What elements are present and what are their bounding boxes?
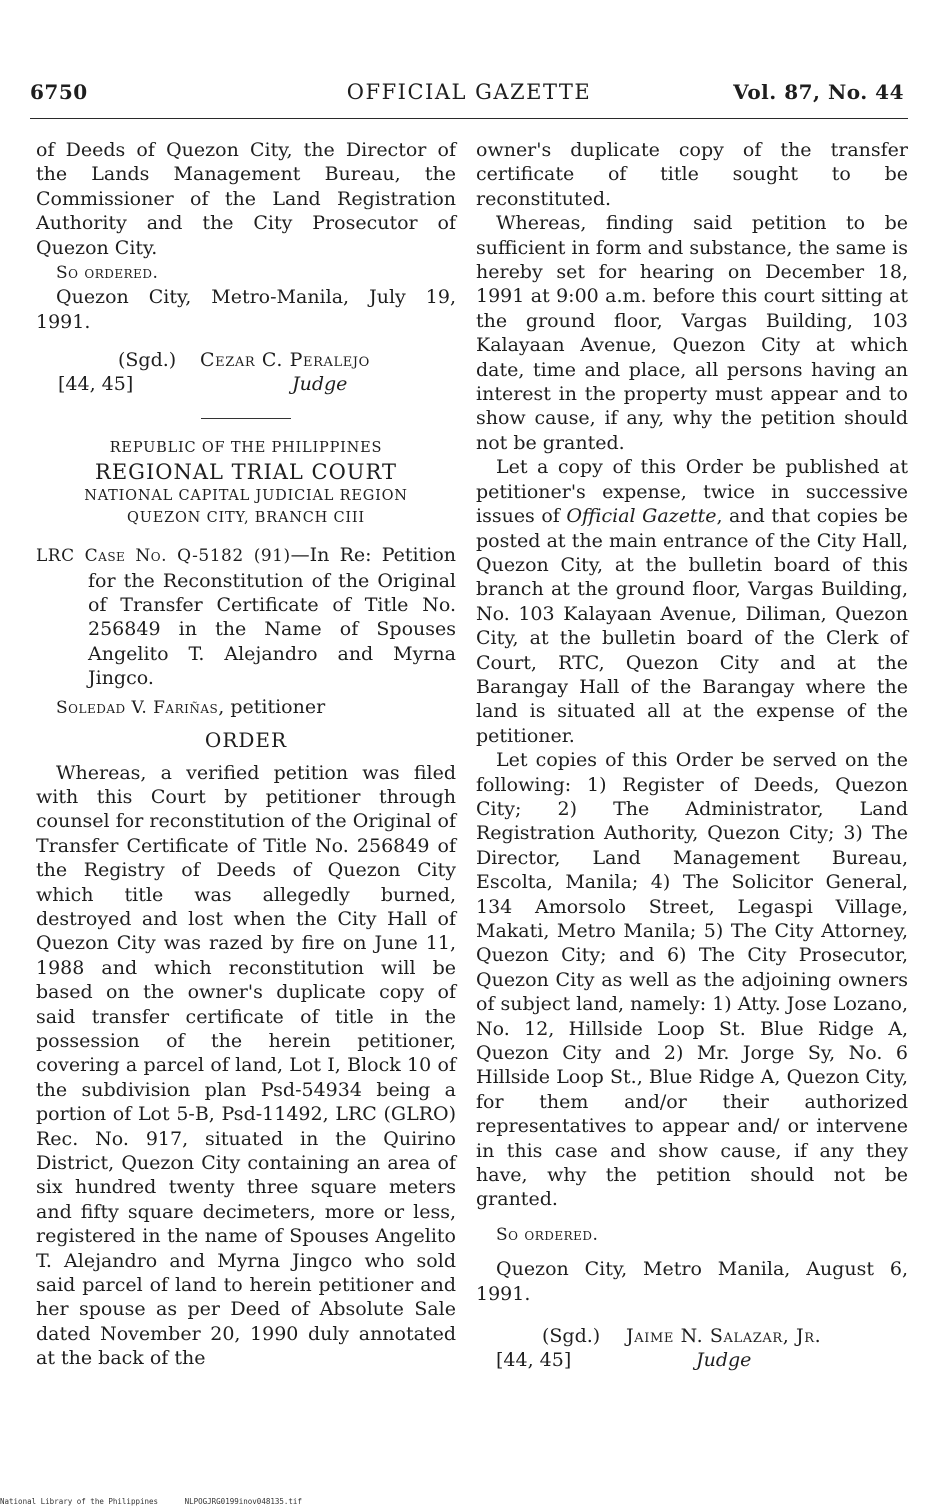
place-date-1: Quezon City, Metro-Manila, July 19, 1991. [36,286,456,333]
scan-footer [0,1497,324,1506]
left-column [36,138,456,1371]
signature-block-1 [36,348,456,402]
case-title: LRC Case No. Q-5182 (91)—In Re: Petition for the Reconstitution of the Original of Transfer Certificate of Title No. 256849 in the Name of Spouses Angelito T. Alejandro and Myrna Jingco. [36,544,457,690]
sgd-label: (Sgd.) [542,1325,601,1348]
so-ordered-2: So ordered. [496,1224,599,1245]
judge-title: Judge [696,1349,752,1372]
right-column [476,138,908,1374]
issue-ref: [44, 45] [58,373,134,396]
publication-title: OFFICIAL GAZETTE [346,80,592,104]
petitioner-line: Soledad V. Fariñas, petitioner [56,695,326,718]
republic-heading: REPUBLIC OF THE PHILIPPINES [109,440,383,457]
page-number: 6750 [30,80,88,104]
hearing-paragraph: Whereas, finding said petition to be sufficient in form and substance, the same is hereby set for hearing on December 18, 1991 at 9:00 a.m. before this court sitting at the ground floor, Vargas Building, 103 Kalayaan Avenue, Quezon City at which date, time and place, all persons having an interest in the property must appear and to show cause, if any, why the petition should not be granted. [476,212,908,454]
library-credit: National Library of the Philippines [0,1497,159,1506]
judge-title: Judge [292,373,348,396]
judge-name: Cezar C. Peralejo [200,349,370,372]
publication-paragraph: Let a copy of this Order be published at petitioner's expense, twice in successive issues of Official Gazette, and that copies be posted at the main entrance of the City Hall, Quezon City, at the bulletin board of this branch at the ground floor, Vargas Building, No. 103 Kalayaan Avenue, Diliman, Quezon City, at the bulletin board of the Clerk of Court, RTC, Quezon City and at the Barangay Hall of the Barangay where the land is situated all at the expense of the petitioner. [476,456,909,747]
right-continuation: owner's duplicate copy of the transfer certificate of title sought to be reconstituted. [476,139,908,210]
issue-ref: [44, 45] [496,1349,572,1372]
left-continuation: of Deeds of Quezon City, the Director of the Lands Management Bureau, the Commissioner of the Land Registration Authority and the City Prosecutor of Quezon City. [36,139,456,259]
court-heading: REGIONAL TRIAL COURT [95,460,397,485]
so-ordered-1: So ordered. [56,263,159,284]
branch-heading: QUEZON CITY, BRANCH CIII [127,510,365,527]
region-heading: NATIONAL CAPITAL JUDICIAL REGION [84,488,408,505]
order-title: ORDER [204,728,288,753]
section-divider [201,418,291,419]
file-name: NLPOGJRG0199inov048135.tif [184,1497,302,1506]
header-rule [30,118,908,119]
service-paragraph: Let copies of this Order be served on the following: 1) Register of Deeds, Quezon City; 2) The Administrator, Land Registration Authority, Quezon City; 3) The Director, Land Management Bureau, Escolta, Manila; 4) The Solicitor General, 134 Amorsolo Street, Legaspi Village, Makati, Metro Manila; 5) The City Attorney, Quezon City; and 6) The City Prosecutor, Quezon City as well as the adjoining owners of subject land, namely: 1) Atty. Jose Lozano, No. 12, Hillside Loop St. Blue Ridge A, Quezon City and 2) Mr. Jorge Sy, No. 6 Hillside Loop St., Blue Ridge A, Quezon City, for them and/or their authorized representatives to appear and/ or intervene in this case and show cause, if any they have, why the petition should not be granted. [476,749,908,1211]
place-date-2: Quezon City, Metro Manila, August 6, 1991. [476,1258,908,1305]
sgd-label: (Sgd.) [118,349,177,372]
volume-number: Vol. 87, No. 44 [733,80,904,104]
order-body: Whereas, a verified petition was filed with this Court by petitioner through counsel for reconstitution of the Original of Transfer Certificate of Title No. 256849 of the Registry of Deeds of Quezon City which title was allegedly burned, destroyed and lost when the City Hall of Quezon City was razed by fire on June 11, 1988 and which reconstitution will be based on the owner's duplicate copy of said transfer certificate of title in the possession of the herein petitioner, covering a parcel of land, Lot I, Block 10 of the subdivision plan Psd-54934 being a portion of Lot 5-B, Psd-11492, LRC (GLRO) Rec. No. 917, situated in the Quirino District, Quezon City containing an area of six hundred twenty three square meters and fifty square decimeters, more or less, registered in the name of Spouses Angelito T. Alejandro and Myrna Jingco who sold said parcel of land to herein petitioner and her spouse as per Deed of Absolute Sale dated November 20, 1990 duly annotated at the back of the [36,761,456,1370]
judge-name: Jaime N. Salazar, Jr. [626,1325,822,1348]
signature-block-2 [476,1324,908,1374]
